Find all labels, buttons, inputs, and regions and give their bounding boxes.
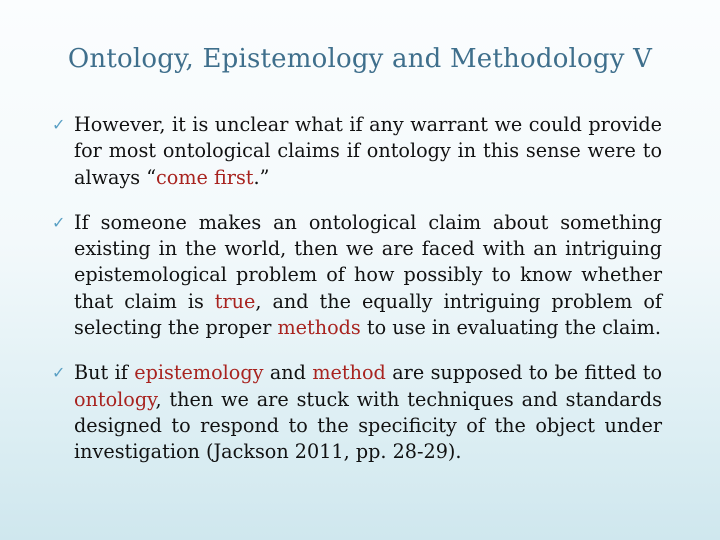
checkmark-icon: ✓ xyxy=(52,115,66,134)
bullet-text: , and the equally intriguing problem of selecting the proper xyxy=(74,289,662,340)
checkmark-icon: ✓ xyxy=(52,363,66,383)
bullet-text: to use in evaluating the claim. xyxy=(360,316,661,340)
bullet-item-2 xyxy=(52,210,662,341)
bullet-item-1 xyxy=(52,112,662,191)
bullet-item-3 xyxy=(52,360,662,465)
bullet-text: However, it is unclear what if any warrant we could provide for most ontological claims if ontology in this sense were to always “ xyxy=(74,113,662,189)
bullet-text: But if xyxy=(74,361,135,385)
bullet-text: .” xyxy=(253,165,270,189)
highlight-text: methods xyxy=(277,316,361,340)
bullet-text: are supposed to be fitted to xyxy=(385,361,663,385)
bullet-list xyxy=(52,112,662,485)
highlight-text: method xyxy=(312,361,386,385)
highlight-text: ontology xyxy=(74,387,156,411)
highlight-text: true xyxy=(214,289,256,313)
slide-title: Ontology, Epistemology and Methodology V xyxy=(67,44,653,74)
checkmark-icon: ✓ xyxy=(52,212,66,232)
bullet-text: and xyxy=(263,361,313,385)
bullet-text: If someone makes an ontological claim about something existing in the world, then we are faced with an intriguing epistemological problem of how possibly to know whether that claim is xyxy=(74,210,662,313)
highlight-text: epistemology xyxy=(134,361,264,385)
bullet-text: , then we are stuck with techniques and standards designed to respond to the specificity of the object under investigation (Jackson 2011, pp. 28-29). xyxy=(74,387,662,464)
highlight-text: come first xyxy=(156,165,254,189)
